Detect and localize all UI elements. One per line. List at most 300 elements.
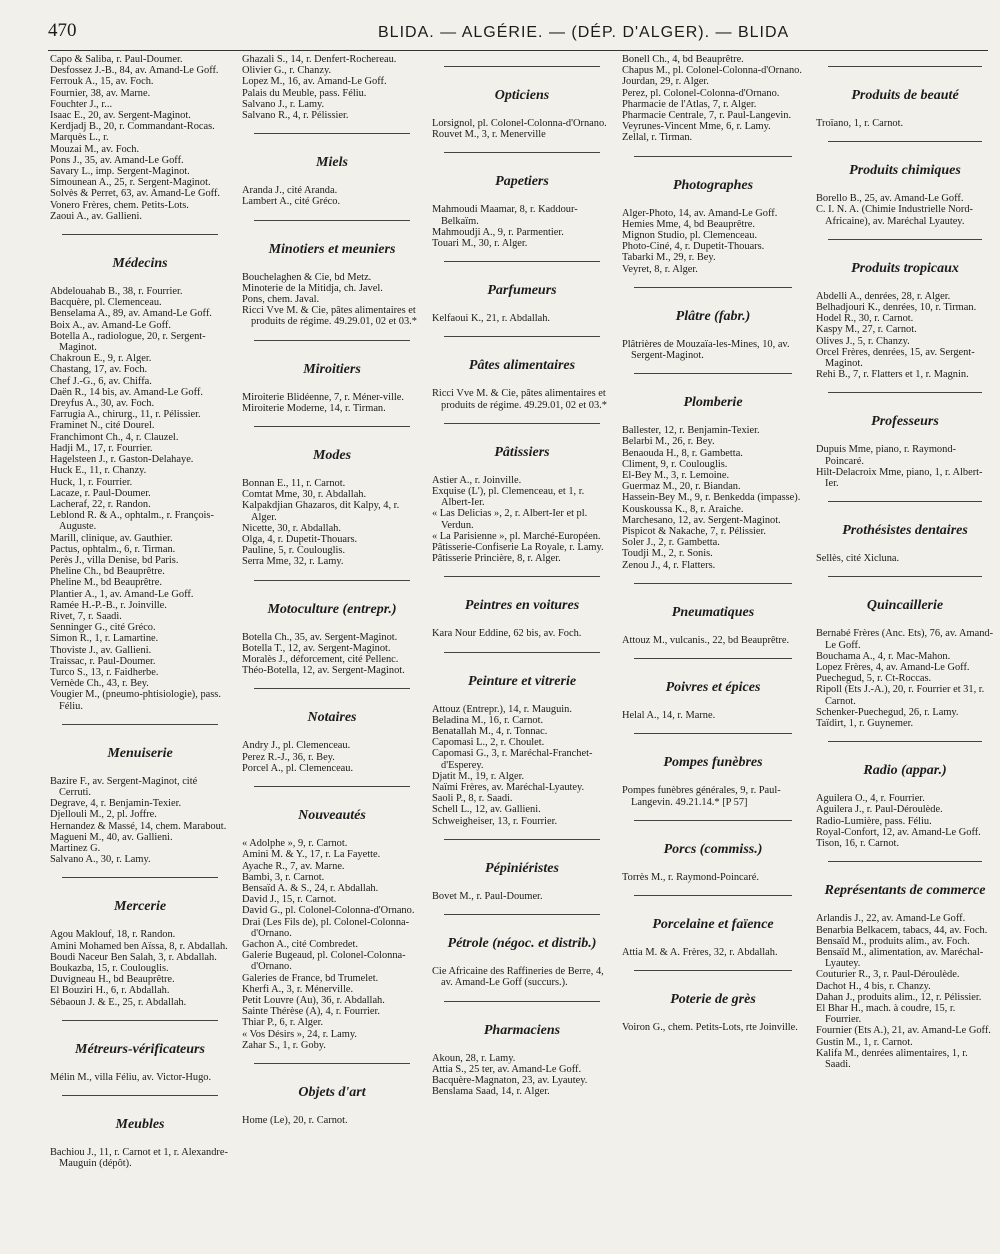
directory-entry: Aranda J., cité Aranda. <box>242 185 338 197</box>
directory-entry: Petit Louvre (Au), 36, r. Abdallah. <box>242 994 385 1006</box>
directory-entry: Marill, clinique, av. Gauthier. <box>50 532 173 544</box>
section-heading: Miels <box>316 155 348 171</box>
section-divider <box>444 576 600 577</box>
directory-entry: Ballester, 12, r. Benjamin-Texier. <box>622 425 760 437</box>
directory-entry: Soler J., 2, r. Gambetta. <box>622 537 720 549</box>
directory-entry: Cie Africaine des Raffineries de Berre, 4, av. Amand-Le Goff (succurs.). <box>432 966 604 989</box>
section-heading: Médecins <box>112 256 168 272</box>
section-divider <box>62 877 218 878</box>
section-divider <box>444 336 600 337</box>
directory-entry: Galerie Bugeaud, pl. Colonel-Colonna-d'Ornano. <box>242 950 406 973</box>
directory-entry: Salvano J., r. Lamy. <box>242 98 325 110</box>
directory-entry: Veyret, 8, r. Alger. <box>622 263 698 275</box>
directory-entry: Nicette, 30, r. Abdallah. <box>242 522 341 534</box>
section-heading: Métreurs-vérificateurs <box>75 1041 205 1057</box>
directory-entry: Boudi Naceur Ben Salah, 3, r. Abdallah. <box>50 951 217 963</box>
directory-entry: Salvano R., 4, r. Pélissier. <box>242 110 349 122</box>
directory-entry: Gachon A., cité Combredet. <box>242 938 358 950</box>
directory-entry: Ayache R., 7, av. Marne. <box>242 860 345 872</box>
directory-entry: Perès J., villa Denise, bd Paris. <box>50 554 179 566</box>
directory-entry: « Las Delicias », 2, r. Albert-Ier et pl. Verdun. <box>432 508 588 531</box>
directory-entry: Dahan J., produits alim., 12, r. Pélissier. <box>816 991 982 1003</box>
section-divider <box>62 1020 218 1021</box>
directory-entry: Hilt-Delacroix Mme, piano, 1, r. Albert-Ier. <box>816 466 983 490</box>
directory-entry: Miroiterie Blidéenne, 7, r. Méner-ville. <box>242 391 404 403</box>
directory-entry: Schweigheiser, 13, r. Fourrier. <box>432 815 558 827</box>
section-heading: Pétrole (négoc. et distrib.) <box>447 936 597 952</box>
section-heading: Quincaillerie <box>866 598 944 614</box>
directory-entry: Bambi, 3, r. Carnot. <box>242 871 325 883</box>
section-heading: Pneumatiques <box>671 604 755 620</box>
directory-entry: Belarbi M., 26, r. Bey. <box>622 436 715 448</box>
directory-entry: Framinet N., cité Dourel. <box>50 420 155 432</box>
directory-entry: Attia M. & A. Frères, 32, r. Abdallah. <box>622 946 778 958</box>
directory-entry: Magueni M., 40, av. Gallieni. <box>50 831 173 843</box>
column-3 <box>432 54 612 1250</box>
directory-entry: Kouskoussa K., 8, r. Araiche. <box>622 503 744 515</box>
directory-entry: Torrès M., r. Raymond-Poincaré. <box>622 871 759 883</box>
directory-entry: Mahmoudi Maamar, 8, r. Kaddour-Belkaïm. <box>432 204 578 227</box>
directory-entry: Vougier M., (pneumo-phtisiologie), pass. Féliu. <box>50 689 221 712</box>
directory-entry: Bazire F., av. Sergent-Maginot, cité Cerruti. <box>50 775 198 798</box>
section-divider <box>444 1001 600 1002</box>
section-heading: Poterie de grès <box>670 992 756 1008</box>
section-divider <box>828 66 982 67</box>
directory-entry: Attia S., 25 ter, av. Amand-Le Goff. <box>432 1063 582 1075</box>
directory-entry: Aguilera J., r. Paul-Déroulède. <box>816 804 943 816</box>
directory-entry: Olga, 4, r. Dupetit-Thouars. <box>242 534 358 546</box>
directory-entry: Moralès J., déforcement, cité Pellenc. <box>242 654 399 666</box>
directory-entry: Pauline, 5, r. Coulouglis. <box>242 545 346 557</box>
directory-entry: Attouz (Entrepr.), 14, r. Mauguin. <box>432 703 572 715</box>
directory-entry: Toudji M., 2, r. Sonis. <box>622 548 713 560</box>
section-divider <box>828 576 982 577</box>
directory-entry: Schenker-Puechegud, 26, r. Lamy. <box>816 706 959 718</box>
section-divider <box>254 1063 410 1064</box>
directory-entry: Attouz M., vulcanis., 22, bd Beauprêtre. <box>622 634 790 646</box>
directory-entry: Couturier R., 3, r. Paul-Déroulède. <box>816 969 960 981</box>
directory-entry: Pispicot & Nakache, 7, r. Pélissier. <box>622 526 767 538</box>
directory-entry: Agou Maklouf, 18, r. Randon. <box>50 929 176 941</box>
column-5 <box>816 54 994 1250</box>
section-heading: Pompes funèbres <box>663 755 763 771</box>
section-divider <box>828 501 982 502</box>
directory-entry: Fournier (Ets A.), 21, av. Amand-Le Goff. <box>816 1025 991 1037</box>
directory-entry: Ricci Vve M. & Cie, pâtes alimentaires et produits de régime. 49.29.01, 02 et 03.* <box>432 388 607 411</box>
directory-entry: Ricci Vve M. & Cie, pâtes alimentaires et produits de régime. 49.29.01, 02 et 03.* <box>242 305 417 328</box>
directory-entry: Kalpakdjian Ghazaros, dit Kalpy, 4, r. Alger. <box>242 500 400 523</box>
directory-entry: Helal A., 14, r. Marne. <box>622 710 716 722</box>
directory-entry: Marquès L., r. <box>50 132 109 144</box>
directory-entry: Mouzai M., av. Foch. <box>50 143 140 155</box>
directory-entry: Akoun, 28, r. Lamy. <box>432 1052 516 1064</box>
directory-entry: Benselama A., 89, av. Amand-Le Goff. <box>50 308 212 320</box>
directory-entry: Perez, pl. Colonel-Colonna-d'Ornano. <box>622 87 780 99</box>
directory-entry: Huck, 1, r. Fourrier. <box>50 476 133 488</box>
section-divider <box>828 741 982 742</box>
directory-entry: Djellouli M., 2, pl. Joffre. <box>50 809 157 821</box>
directory-entry: Ferrouk A., 15, av. Foch. <box>50 76 154 88</box>
directory-entry: Radio-Lumière, pass. Féliu. <box>816 815 932 827</box>
directory-entry: Guermaz M., 20, r. Biandan. <box>622 481 741 493</box>
directory-entry: Dupuis Mme, piano, r. Raymond-Poincaré. <box>816 444 956 467</box>
directory-entry: Mélin M., villa Féliu, av. Victor-Hugo. <box>50 1071 212 1083</box>
directory-entry: Bensaïd A. & S., 24, r. Abdallah. <box>242 882 379 894</box>
directory-entry: Comtat Mme, 30, r. Abdallah. <box>242 489 367 501</box>
directory-entry: Kaspy M., 27, r. Carnot. <box>816 324 917 336</box>
directory-entry: Hassein-Bey M., 9, r. Benkedda (impasse). <box>622 492 801 504</box>
section-heading: Poivres et épices <box>665 680 761 696</box>
directory-entry: Pharmacie Centrale, 7, r. Paul-Langevin. <box>622 110 792 122</box>
section-heading: Prothésistes dentaires <box>842 523 968 539</box>
section-heading: Miroitiers <box>303 361 361 377</box>
directory-entry: Isaac E., 20, av. Sergent-Maginot. <box>50 110 191 122</box>
directory-entry: Zenou J., 4, r. Flatters. <box>622 559 716 571</box>
directory-entry: Mignon Studio, pl. Clemenceau. <box>622 230 758 242</box>
section-heading: Opticiens <box>494 88 550 103</box>
directory-entry: Zaoui A., av. Gallieni. <box>50 210 142 222</box>
directory-entry: Fournier, 38, av. Marne. <box>50 87 151 99</box>
section-heading: Modes <box>312 448 352 464</box>
directory-entry: Rivet, 7, r. Saadi. <box>50 610 122 622</box>
section-divider <box>444 914 600 915</box>
directory-entry: Minoterie de la Mitidja, ch. Javel. <box>242 282 383 294</box>
directory-entry: Botella T., 12, av. Sergent-Maginot. <box>242 642 391 654</box>
directory-entry: Thiar P., 6, r. Alger. <box>242 1017 324 1029</box>
directory-entry: Bouchelaghen & Cie, bd Metz. <box>242 271 372 283</box>
directory-entry: Amini Mohamed ben Aïssa, 8, r. Abdallah. <box>50 940 228 952</box>
directory-entry: Naïmi Frères, av. Maréchal-Lyautey. <box>432 782 585 794</box>
directory-entry: Hemies Mme, 4, bd Beauprêtre. <box>622 218 756 230</box>
directory-entry: Gustin M., 1, r. Carnot. <box>816 1036 913 1048</box>
directory-entry: Capomasi G., 3, r. Maréchal-Franchet-d'Esperey. <box>432 748 593 771</box>
directory-entry: Voiron G., chem. Petits-Lots, rte Joinville. <box>622 1022 798 1034</box>
section-heading: Représentants de commerce <box>824 883 986 899</box>
directory-entry: Home (Le), 20, r. Carnot. <box>242 1114 348 1126</box>
directory-entry: Salvano A., 30, r. Lamy. <box>50 854 151 866</box>
directory-entry: Abdelli A., denrées, 28, r. Alger. <box>816 290 951 302</box>
directory-entry: Photo-Ciné, 4, r. Dupetit-Thouars. <box>622 241 765 253</box>
section-heading: Radio (appar.) <box>863 763 947 779</box>
directory-entry: Hodel R., 30, r. Carnot. <box>816 313 914 325</box>
section-heading: Motoculture (entrepr.) <box>267 601 397 617</box>
section-heading: Pépiniéristes <box>485 860 559 876</box>
section-divider <box>634 373 792 374</box>
directory-entry: Sébaoun J. & E., 25, r. Abdallah. <box>50 996 187 1008</box>
directory-entry: Solvès & Perret, 63, av. Amand-Le Goff. <box>50 188 220 200</box>
section-divider <box>254 580 410 581</box>
directory-entry: Ghazali S., 14, r. Denfert-Rochereau. <box>242 54 397 65</box>
directory-entry: Chef J.-G., 6, av. Chiffa. <box>50 375 152 387</box>
directory-entry: Galeries de France, bd Trumelet. <box>242 972 379 984</box>
section-divider <box>444 652 600 653</box>
directory-entry: Turco S., 13, r. Faidherbe. <box>50 666 159 678</box>
directory-entry: Dreyfus A., 30, av. Foch. <box>50 398 155 410</box>
directory-entry: Rouvet M., 3, r. Menerville <box>432 129 546 141</box>
directory-entry: Borello B., 25, av. Amand-Le Goff. <box>816 193 964 205</box>
section-heading: Nouveautés <box>298 808 366 824</box>
directory-entry: Lorsignol, pl. Colonel-Colonna-d'Ornano. <box>432 118 607 129</box>
page-title: BLIDA. — ALGÉRIE. — (DÉP. D'ALGER). — BLIDA <box>378 24 790 41</box>
section-heading: Photographes <box>672 177 754 193</box>
directory-entry: Lopez Frères, 4, av. Amand-Le Goff. <box>816 662 970 674</box>
directory-entry: Desfossez J.-B., 84, av. Amand-Le Goff. <box>50 65 219 77</box>
directory-entry: Kerdjadj B., 20, r. Commandant-Rocas. <box>50 121 215 133</box>
directory-entry: Palais du Meuble, pass. Féliu. <box>242 87 367 99</box>
directory-entry: Andry J., pl. Clemenceau. <box>242 740 351 752</box>
directory-entry: Capomasi L., 2, r. Choulet. <box>432 737 545 749</box>
directory-entry: Royal-Confort, 12, av. Amand-Le Goff. <box>816 826 981 838</box>
directory-entry: Belhadjouri K., denrées, 10, r. Tirman. <box>816 302 977 314</box>
section-divider <box>634 895 792 896</box>
directory-entry: Simounean A., 25, r. Sergent-Maginot. <box>50 177 211 189</box>
section-divider <box>444 66 600 67</box>
directory-entry: Senninger G., cité Gréco. <box>50 622 156 634</box>
section-divider <box>444 423 600 424</box>
directory-entry: Aguilera O., 4, r. Fourrier. <box>816 793 925 805</box>
directory-entry: Olives J., 5, r. Chanzy. <box>816 335 910 347</box>
section-divider <box>254 220 410 221</box>
section-heading: Objets d'art <box>298 1084 366 1100</box>
directory-entry: « Vos Désirs », 24, r. Lamy. <box>242 1028 357 1040</box>
directory-entry: Ripoll (Ets J.-A.), 20, r. Fourrier et 31, r. Carnot. <box>816 684 985 707</box>
section-heading: Porcelaine et faïence <box>652 916 774 932</box>
directory-entry: Orcel Frères, denrées, 15, av. Sergent-Maginot. <box>816 346 975 370</box>
directory-entry: David J., 15, r. Carnot. <box>242 894 337 906</box>
directory-entry: Bensaïd M., produits alim., av. Foch. <box>816 935 970 947</box>
section-heading: Peintres en voitures <box>464 598 580 614</box>
directory-entry: Ramée H.-P.-B., r. Joinville. <box>50 599 167 611</box>
directory-entry: Plantier A., 1, av. Amand-Le Goff. <box>50 588 194 600</box>
section-divider <box>254 786 410 787</box>
directory-entry: Traissac, r. Paul-Doumer. <box>50 655 156 667</box>
directory-entry: Bonell Ch., 4, bd Beauprêtre. <box>622 54 744 65</box>
directory-entry: Vonero Frères, chem. Petits-Lots. <box>50 199 189 211</box>
directory-entry: Duvigneau H., bd Beauprêtre. <box>50 974 175 986</box>
directory-entry: Alger-Photo, 14, av. Amand-Le Goff. <box>622 207 778 219</box>
section-heading: Minotiers et meuniers <box>268 241 396 257</box>
directory-entry: Marchesano, 12, av. Sergent-Maginot. <box>622 514 781 526</box>
section-divider <box>828 392 982 393</box>
directory-entry: Bouchama A., 4, r. Mac-Mahon. <box>816 650 951 662</box>
directory-entry: Benarbia Belkacem, tabacs, 44, av. Foch. <box>816 924 988 936</box>
directory-entry: Bacquère, pl. Clemenceau. <box>50 297 162 309</box>
section-divider <box>828 861 982 862</box>
section-heading: Peinture et vitrerie <box>467 673 577 689</box>
section-divider <box>62 724 218 725</box>
directory-entry: Puechegud, 5, r. Ct-Roccas. <box>816 673 932 685</box>
section-divider <box>828 239 982 240</box>
directory-entry: Schell L., 12, av. Gallieni. <box>432 804 541 816</box>
section-divider <box>62 1095 218 1096</box>
directory-entry: Benatallah M., 4, r. Tonnac. <box>432 726 548 738</box>
directory-entry: Pompes funèbres générales, 9, r. Paul-Langevin. 49.21.14.* [P 57] <box>622 785 781 808</box>
directory-entry: Pheline Ch., bd Beauprêtre. <box>50 566 165 578</box>
directory-entry: Lacheraf, 22, r. Randon. <box>50 498 151 510</box>
directory-entry: Arlandis J., 22, av. Amand-Le Goff. <box>816 913 966 925</box>
directory-entry: Pactus, ophtalm., 6, r. Tirman. <box>50 543 176 555</box>
directory-entry: Hernandez & Massé, 14, chem. Marabout. <box>50 820 227 832</box>
section-heading: Pâtes alimentaires <box>468 358 576 374</box>
directory-entry: Amini M. & Y., 17, r. La Fayette. <box>242 849 381 861</box>
directory-entry: Benaouda H., 8, r. Gambetta. <box>622 447 743 459</box>
directory-entry: Saoli P., 8, r. Saadi. <box>432 793 513 805</box>
directory-entry: « La Parisienne », pl. Marché-Européen. <box>432 530 601 542</box>
section-divider <box>634 287 792 288</box>
directory-entry: Leblond R. & A., ophtalm., r. François-Auguste. <box>50 510 214 533</box>
directory-entry: Zellal, r. Tirman. <box>622 132 693 144</box>
directory-entry: Miroiterie Moderne, 14, r. Tirman. <box>242 402 386 414</box>
directory-entry: Pons J., 35, av. Amand-Le Goff. <box>50 154 184 166</box>
directory-entry: Zahar S., 1, r. Goby. <box>242 1039 326 1051</box>
section-divider <box>634 156 792 157</box>
directory-entry: Climent, 9, r. Coulouglis. <box>622 458 728 470</box>
directory-entry: Abdelouahab B., 38, r. Fourrier. <box>50 286 183 298</box>
section-divider <box>634 583 792 584</box>
section-heading: Produits de beauté <box>851 88 959 103</box>
directory-entry: Jourdan, 29, r. Alger. <box>622 76 709 88</box>
directory-entry: Boix A., av. Amand-Le Goff. <box>50 319 171 331</box>
section-heading: Mercerie <box>113 899 167 915</box>
directory-entry: Kara Nour Eddine, 62 bis, av. Foch. <box>432 628 582 640</box>
directory-entry: El Bouziri H., 6, r. Abdallah. <box>50 985 170 997</box>
section-heading: Pâtissiers <box>494 444 550 460</box>
section-heading: Notaires <box>307 710 357 726</box>
directory-entry: Beladina M., 16, r. Carnot. <box>432 714 544 726</box>
directory-entry: Pharmacie de l'Atlas, 7, r. Alger. <box>622 98 757 110</box>
directory-entry: Plâtrières de Mouzaïa-les-Mines, 10, av. Sergent-Maginot. <box>622 338 790 362</box>
directory-entry: Pâtisserie-Confiserie La Royale, r. Lamy. <box>432 542 604 554</box>
section-heading: Professeurs <box>871 414 939 430</box>
directory-entry: Rehi B., 7, r. Flatters et 1, r. Magnin. <box>816 369 969 381</box>
directory-entry: Martinez G. <box>50 842 101 854</box>
directory-entry: Bonnan E., 11, r. Carnot. <box>242 478 346 490</box>
directory-entry: Hadji M., 17, r. Fourrier. <box>50 442 153 454</box>
directory-entry: Bacquère-Magnaton, 23, av. Lyautey. <box>432 1074 588 1086</box>
page-number: 470 <box>48 20 77 41</box>
section-divider <box>634 820 792 821</box>
section-heading: Porcs (commiss.) <box>663 841 763 857</box>
directory-entry: Porcel A., pl. Clemenceau. <box>242 762 354 774</box>
section-heading: Produits tropicaux <box>851 260 959 276</box>
directory-entry: Tabarki M., 29, r. Bey. <box>622 252 716 264</box>
directory-entry: Kherfi A., 3, r. Ménerville. <box>242 983 354 995</box>
directory-entry: Lambert A., cité Gréco. <box>242 196 341 208</box>
page-header <box>48 16 988 51</box>
directory-entry: Lopez M., 16, av. Amand-Le Goff. <box>242 76 387 88</box>
directory-entry: Huck E., 11, r. Chanzy. <box>50 465 147 477</box>
section-divider <box>254 340 410 341</box>
directory-entry: Thoviste J., av. Gallieni. <box>50 644 152 656</box>
directory-entry: Kelfaoui K., 21, r. Abdallah. <box>432 313 551 325</box>
section-divider <box>254 133 410 134</box>
section-heading: Menuiserie <box>107 745 173 761</box>
section-divider <box>254 688 410 689</box>
directory-entry: Pâtisserie Princière, 8, r. Alger. <box>432 553 561 565</box>
section-heading: Pharmaciens <box>483 1022 561 1038</box>
directory-entry: Chakroun E., 9, r. Alger. <box>50 353 152 365</box>
directory-entry: Lacaze, r. Paul-Doumer. <box>50 487 151 499</box>
directory-entry: Simon R., 1, r. Lamartine. <box>50 633 159 645</box>
directory-entry: Bernabé Frères (Anc. Ets), 76, av. Amand-Le Goff. <box>816 628 994 651</box>
directory-entry: Dachot H., 4 bis, r. Chanzy. <box>816 980 931 992</box>
section-heading: Plâtre (fabr.) <box>675 308 751 324</box>
directory-entry: Touari M., 30, r. Alger. <box>432 238 528 250</box>
directory-entry: Mahmoudji A., 9, r. Parmentier. <box>432 226 564 238</box>
directory-entry: Botella Ch., 35, av. Sergent-Maginot. <box>242 631 398 643</box>
directory-entry: Boukazba, 15, r. Coulouglis. <box>50 963 169 974</box>
directory-entry: Degrave, 4, r. Benjamin-Texier. <box>50 798 182 810</box>
directory-entry: Benslama Saad, 14, r. Alger. <box>432 1086 550 1098</box>
directory-entry: Kalifa M., denrées alimentaires, 1, r. Saadi. <box>816 1047 968 1070</box>
column-4 <box>622 54 804 1250</box>
directory-entry: Taïdirt, 1, r. Guynemer. <box>816 718 914 730</box>
section-divider <box>828 141 982 142</box>
directory-entry: Bachiou J., 11, r. Carnot et 1, r. Alexandre-Mauguin (dépôt). <box>50 1147 228 1170</box>
section-heading: Meubles <box>115 1117 165 1133</box>
directory-entry: Vernède Ch., 43, r. Bey. <box>50 678 149 690</box>
directory-entry: Savary L., imp. Sergent-Maginot. <box>50 166 190 178</box>
directory-entry: Théo-Botella, 12, av. Sergent-Maginot. <box>242 665 405 677</box>
directory-entry: Daën R., 14 bis, av. Amand-Le Goff. <box>50 386 203 398</box>
section-divider <box>444 152 600 153</box>
section-divider <box>444 261 600 262</box>
section-divider <box>634 970 792 971</box>
section-divider <box>634 658 792 659</box>
directory-entry: Capo & Saliba, r. Paul-Doumer. <box>50 54 183 65</box>
directory-entry: Astier A., r. Joinville. <box>432 474 522 486</box>
directory-entry: Botella A., radiologue, 20, r. Sergent-Maginot. <box>50 330 206 354</box>
directory-entry: Hagelsteen J., r. Gaston-Delahaye. <box>50 454 194 466</box>
directory-entry: Serra Mme, 32, r. Lamy. <box>242 556 344 568</box>
directory-entry: Farrugia A., chirurg., 11, r. Pélissier. <box>50 409 201 421</box>
directory-entry: Perez R.-J., 36, r. Bey. <box>242 751 335 763</box>
directory-entry: Chastang, 17, av. Foch. <box>50 364 148 376</box>
directory-entry: Chapus M., pl. Colonel-Colonna-d'Ornano. <box>622 65 802 77</box>
directory-entry: Pons, chem. Javal. <box>242 294 320 306</box>
section-heading: Produits chimiques <box>849 163 961 179</box>
section-divider <box>254 426 410 427</box>
directory-entry: Sainte Thérèse (A), 4, r. Fourrier. <box>242 1006 381 1018</box>
directory-entry: Veyrunes-Vincent Mme, 6, r. Lamy. <box>622 121 771 133</box>
directory-entry: Franchimont Ch., 4, r. Clauzel. <box>50 431 179 443</box>
section-divider <box>62 234 218 235</box>
directory-entry: « Adolphe », 9, r. Carnot. <box>242 838 348 850</box>
directory-entry: Exquise (L'), pl. Clemenceau, et 1, r. Albert-Ier. <box>432 486 585 509</box>
directory-entry: Pheline M., bd Beauprêtre. <box>50 577 162 589</box>
directory-entry: Troïano, 1, r. Carnot. <box>816 118 904 129</box>
section-heading: Papetiers <box>495 174 549 190</box>
directory-entry: Drai (Les Fils de), pl. Colonel-Colonna-d'Ornano. <box>242 916 410 939</box>
column-2 <box>242 54 422 1250</box>
directory-entry: Olivier G., r. Chanzy. <box>242 65 332 77</box>
section-heading: Plomberie <box>683 395 743 411</box>
directory-entry: El-Bey M., 3, r. Lemoine. <box>622 470 730 482</box>
directory-entry: Djatit M., 19, r. Alger. <box>432 770 525 782</box>
column-1 <box>50 54 230 1250</box>
directory-entry: Bensaïd M., alimentation, av. Maréchal-Lyautey. <box>816 946 984 970</box>
directory-entry: Tison, 16, r. Carnot. <box>816 838 900 850</box>
directory-entry: Bovet M., r. Paul-Doumer. <box>432 890 543 902</box>
directory-entry: David G., pl. Colonel-Colonna-d'Ornano. <box>242 905 415 917</box>
directory-entry: Fouchter J., r... <box>50 98 113 110</box>
directory-entry: C. I. N. A. (Chimie Industrielle Nord-Africaine), av. Maréchal Lyautey. <box>816 204 973 227</box>
section-heading: Parfumeurs <box>487 283 557 299</box>
directory-entry: El Bhar H., mach. à coudre, 15, r. Fourrier. <box>816 1002 956 1026</box>
directory-entry: Sellès, cité Xicluna. <box>816 553 900 565</box>
section-divider <box>634 733 792 734</box>
section-divider <box>444 839 600 840</box>
